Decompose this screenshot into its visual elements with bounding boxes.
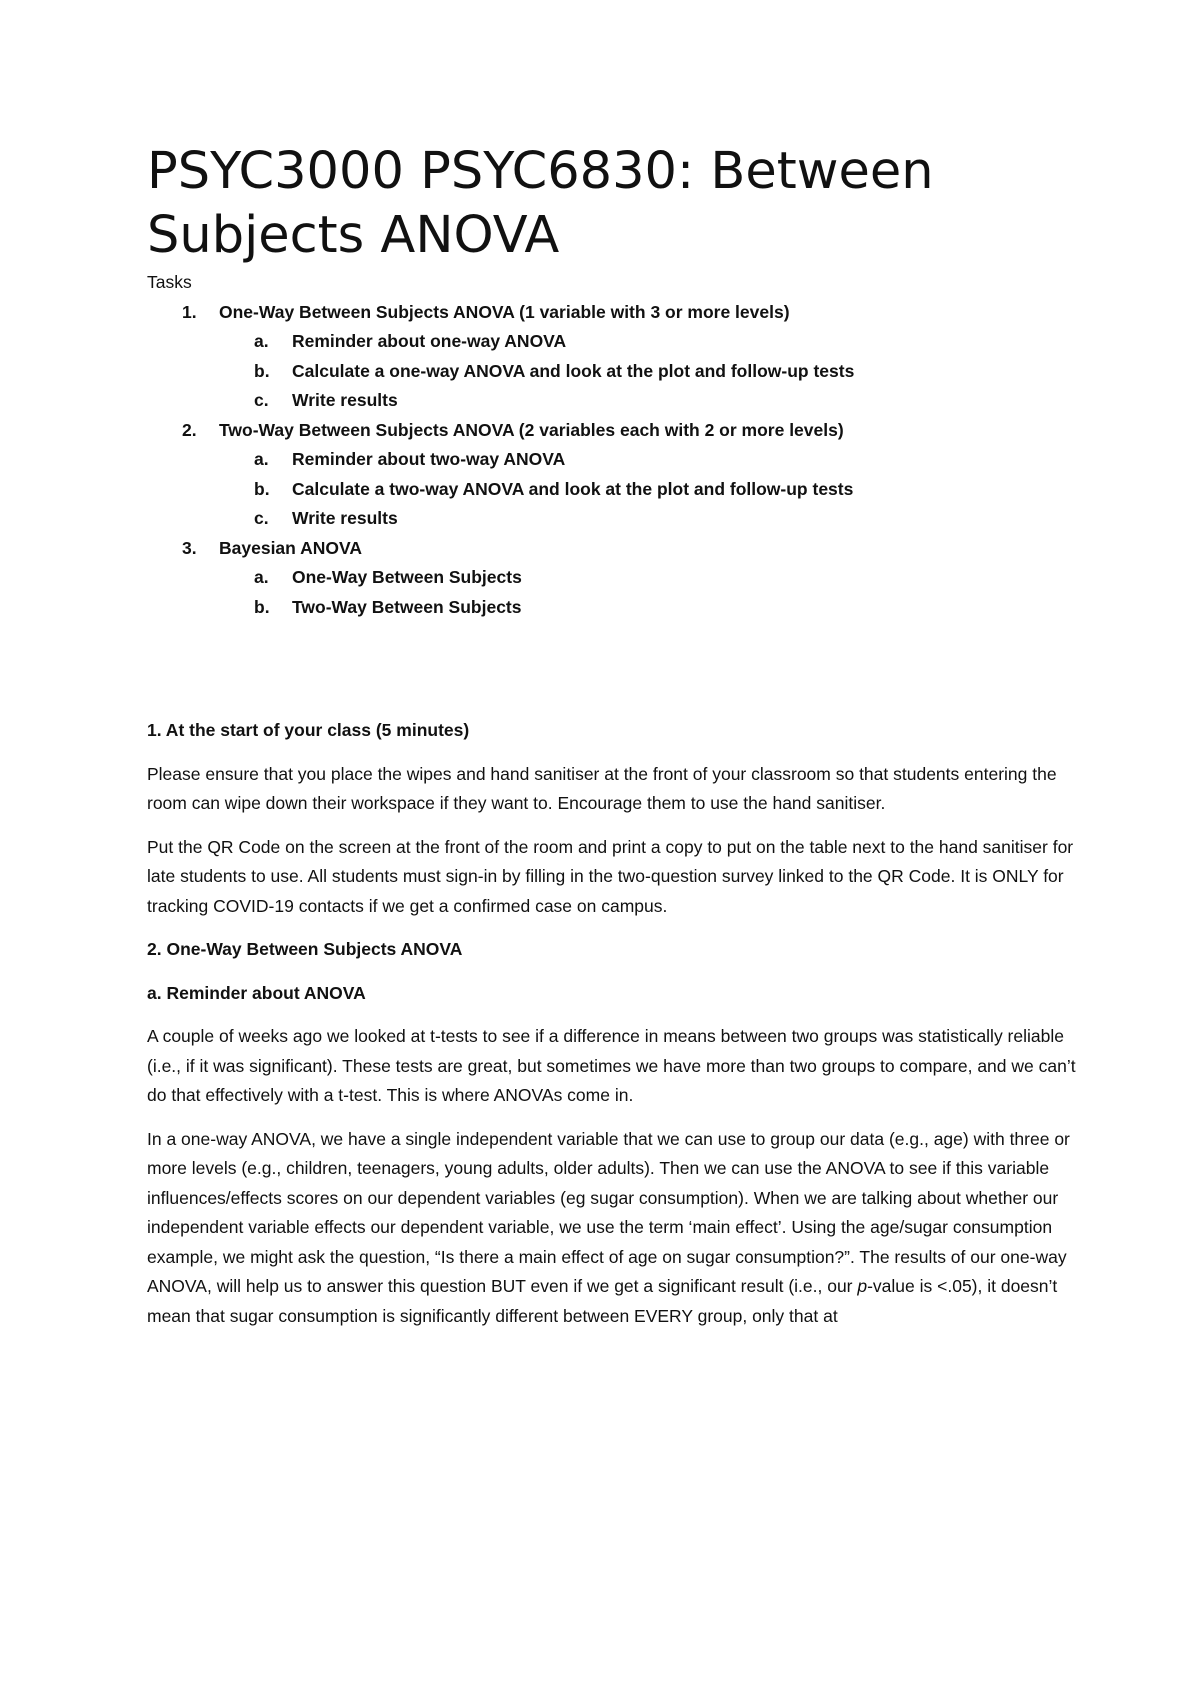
subtask-letter: a. [254,567,269,587]
paragraph: Please ensure that you place the wipes and hand sanitiser at the front of your classroom so that students entering the room can wipe down their workspace if they want to. Encourage them to use the hand sanitiser. [147,763,1057,813]
subtask-letter: b. [254,478,270,499]
subtask-label: Reminder about two-way ANOVA [292,449,566,469]
task-number: 1. [182,301,197,322]
task-item [147,416,1077,534]
section-subheading: a. Reminder about ANOVA [147,982,366,1003]
subtask-item [219,475,1077,505]
section-heading: 2. One-Way Between Subjects ANOVA [147,939,463,959]
subtask-list [219,445,1077,534]
tasks-list [147,298,1077,623]
subtask-letter: a. [254,331,269,351]
subtask-item [219,504,1077,534]
subtask-label: Write results [292,390,398,410]
subtask-list [219,327,1077,416]
task-label: One-Way Between Subjects ANOVA (1 variable with 3 or more levels) [219,301,790,322]
task-item [147,298,1077,416]
paragraph: A couple of weeks ago we looked at t-tests to see if a difference in means between two groups was statistically reliable (i.e., if it was significant). These tests are great, but sometimes we have more than two groups to compare, and we can’t do that effectively with a t-test. This is where ANOVAs come in. [147,1026,1076,1105]
subtask-item [219,357,1077,387]
paragraph [147,1125,1077,1332]
subtask-item [219,445,1077,475]
subtask-letter: b. [254,360,270,381]
subtask-list [219,563,1077,622]
subtask-label: Write results [292,508,398,528]
document-title: PSYC3000 PSYC6830: Between Subjects ANOVA [147,142,934,265]
subtask-label: Calculate a one-way ANOVA and look at the plot and follow-up tests [292,360,855,381]
task-label: Two-Way Between Subjects ANOVA (2 variables each with 2 or more levels) [219,419,844,440]
subtask-item [219,386,1077,416]
subtask-letter: c. [254,390,269,410]
paragraph-text: -value is <.05), it doesn’t mean that sugar consumption is significantly different between EVERY group, only that at [147,1276,1058,1326]
subtask-letter: a. [254,449,269,469]
subtask-item [219,327,1077,357]
section-heading: 1. At the start of your class (5 minutes) [147,720,470,740]
document-page [147,140,1077,1331]
task-number: 3. [182,537,197,558]
subtask-item [219,563,1077,593]
paragraph: Put the QR Code on the screen at the front of the room and print a copy to put on the table next to the hand sanitiser for late students to use. All students must sign-in by filling in the two-question survey linked to the QR Code. It is ONLY for tracking COVID-19 contacts if we get a confirmed case on campus. [147,836,1074,916]
task-item [147,534,1077,623]
task-number: 2. [182,419,197,440]
subtask-label: Reminder about one-way ANOVA [292,331,567,351]
subtask-label: One-Way Between Subjects [292,567,522,587]
subtask-letter: b. [254,596,270,617]
subtask-letter: c. [254,508,269,528]
paragraph-text: In a one-way ANOVA, we have a single independent variable that we can use to group our data (e.g., age) with three or more levels (e.g., children, teenagers, young adults, older adults). Then we can use the ANOVA to see if this variable influences/effects scores on our dependent variables (eg sugar consumption). When we are talking about whether our independent variable effects our dependent variable, we use the term ‘main effect’. Using the age/sugar consumption example, we might ask the question, “Is there a main effect of age on sugar consumption?”. The results of our one-way ANOVA, will help us to answer this question BUT even if we get a significant result (i.e., our [147,1128,1070,1296]
subtask-label: Two-Way Between Subjects [292,596,522,617]
tasks-label: Tasks [147,272,192,292]
p-value-italic: p [857,1276,868,1296]
task-label: Bayesian ANOVA [219,537,362,558]
subtask-label: Calculate a two-way ANOVA and look at the plot and follow-up tests [292,478,854,499]
subtask-item [219,593,1077,623]
